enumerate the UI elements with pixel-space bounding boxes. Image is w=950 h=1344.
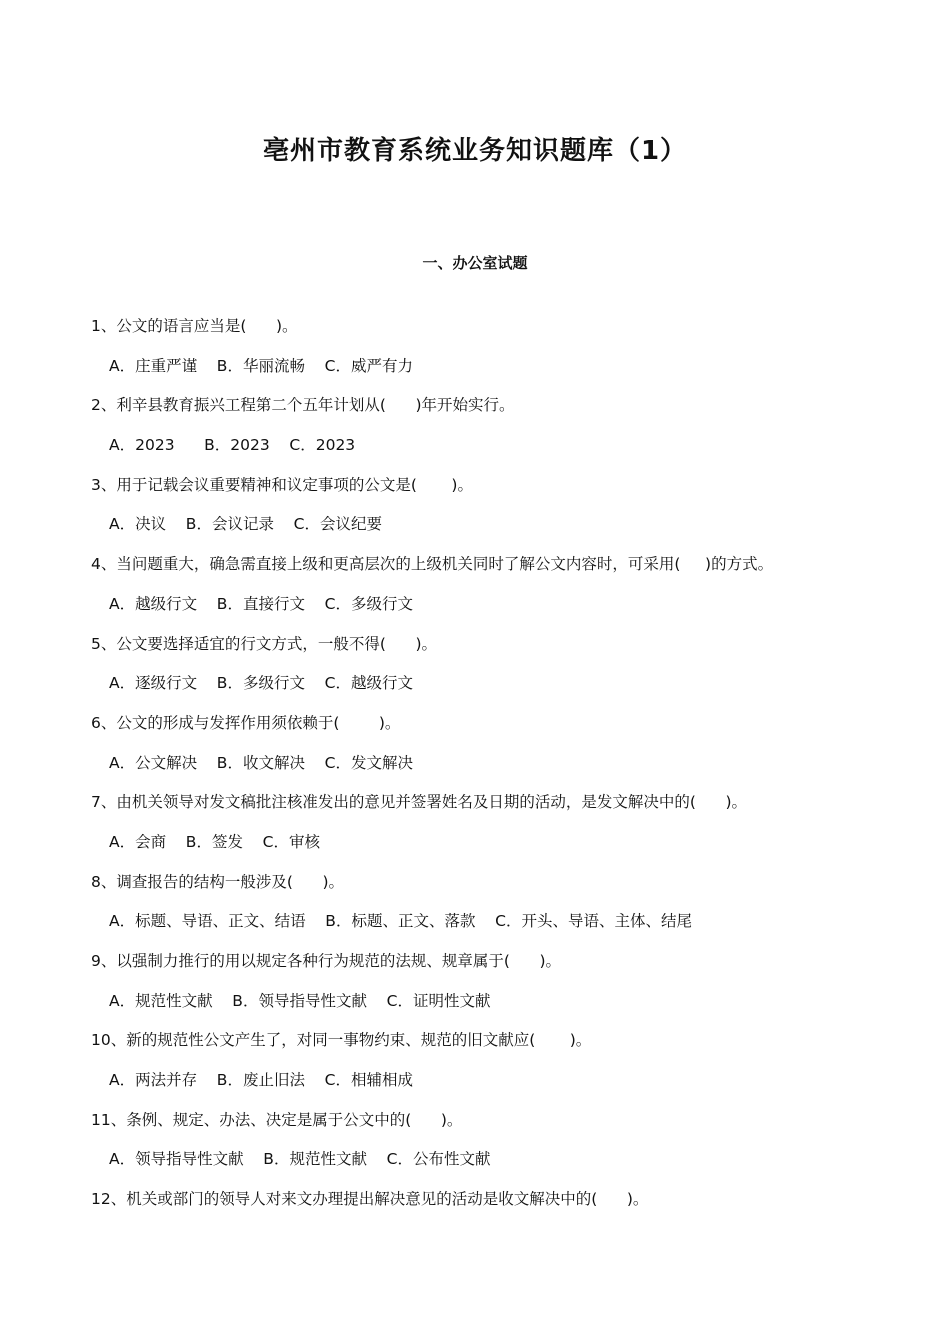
- question-9: 9、以强制力推行的用以规定各种行为规范的法规、规章属于( )。: [91, 952, 562, 970]
- question-1: 1、公文的语言应当是( )。: [91, 317, 298, 335]
- question-2-options: A．2023 B．2023 C．2023: [109, 436, 356, 455]
- question-12: 12、机关或部门的领导人对来文办理提出解决意见的活动是收文解决中的( )。: [91, 1190, 649, 1209]
- question-2: 2、利辛县教育振兴工程第二个五年计划从( )年开始实行。: [91, 396, 515, 415]
- section-heading: 一、办公室试题: [422, 254, 528, 272]
- question-5-options: A．逐级行文 B．多级行文 C．越级行文: [109, 674, 413, 693]
- question-10-options: A．两法并存 B．废止旧法 C．相辅相成: [109, 1071, 413, 1090]
- question-3: 3、用于记载会议重要精神和议定事项的公文是( )。: [91, 475, 473, 494]
- question-3-options: A．决议 B．会议记录 C．会议纪要: [109, 515, 382, 534]
- question-6: 6、公文的形成与发挥作用须依赖于( )。: [91, 713, 401, 732]
- question-8: 8、调查报告的结构一般涉及( )。: [91, 872, 345, 891]
- document-title: 亳州市教育系统业务知识题库（1）: [262, 136, 688, 166]
- question-7: 7、由机关领导对发文稿批注核准发出的意见并签署姓名及日期的活动，是发文解决中的( )。: [91, 793, 748, 812]
- question-4-options: A．越级行文 B．直接行文 C．多级行文: [109, 594, 413, 613]
- question-6-options: A．公文解决 B．收文解决 C．发文解决: [109, 753, 413, 772]
- question-7-options: A．会商 B．签发 C．审核: [109, 832, 320, 851]
- question-11-options: A．领导指导性文献 B．规范性文献 C．公布性文献: [109, 1150, 491, 1169]
- question-list: [91, 314, 911, 1227]
- question-8-options: A．标题、导语、正文、结语 B．标题、正文、落款 C．开头、导语、主体、结尾: [109, 912, 692, 931]
- question-5: 5、公文要选择适宜的行文方式，一般不得( )。: [91, 634, 438, 653]
- question-9-options: A．规范性文献 B．领导指导性文献 C．证明性文献: [109, 991, 491, 1010]
- question-10: 10、新的规范性公文产生了，对同一事物约束、规范的旧文献应( )。: [91, 1031, 592, 1050]
- question-11: 11、条例、规定、办法、决定是属于公文中的( )。: [91, 1110, 463, 1129]
- question-1-options: A．庄重严谨 B．华丽流畅 C．威严有力: [109, 356, 413, 375]
- question-4: 4、当问题重大，确急需直接上级和更高层次的上级机关同时了解公文内容时，可采用( )的方式。: [91, 555, 774, 574]
